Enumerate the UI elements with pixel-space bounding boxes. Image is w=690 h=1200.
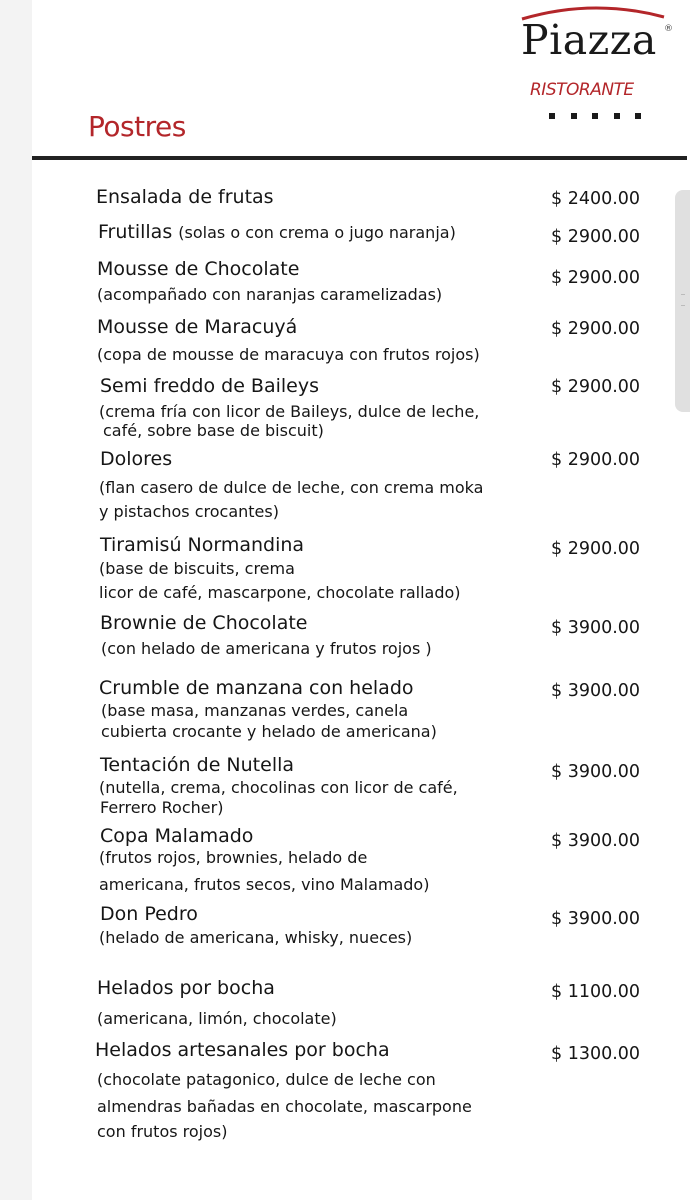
item-name: Ensalada de frutas — [96, 186, 274, 208]
item-price: $ 3900.00 — [551, 831, 641, 851]
item-name: Mousse de Chocolate — [97, 258, 300, 280]
item-description: (copa de mousse de maracuya con frutos rojos) — [97, 345, 480, 364]
item-description: con frutos rojos) — [97, 1122, 228, 1141]
item-price: $ 3900.00 — [551, 909, 641, 929]
item-name: Helados por bocha — [97, 977, 275, 999]
item-name: Brownie de Chocolate — [100, 612, 308, 634]
item-price: $ 2900.00 — [551, 319, 641, 339]
item-price: $ 3900.00 — [551, 681, 641, 701]
scroll-handle[interactable] — [675, 190, 690, 412]
item-name: Dolores — [100, 448, 173, 470]
item-price: $ 2400.00 — [551, 189, 641, 209]
item-price: $ 3900.00 — [551, 618, 641, 638]
item-description: (crema fría con licor de Baileys, dulce de leche, — [99, 402, 480, 421]
item-description: cubierta crocante y helado de americana) — [101, 722, 437, 741]
item-name: Crumble de manzana con helado — [99, 677, 414, 699]
item-description: americana, frutos secos, vino Malamado) — [99, 875, 430, 894]
item-name: Helados artesanales por bocha — [95, 1039, 390, 1061]
item-name: Copa Malamado — [100, 825, 254, 847]
brand-subtitle: RISTORANTE — [530, 80, 634, 100]
item-name: Don Pedro — [100, 903, 198, 925]
item-price: $ 2900.00 — [551, 450, 641, 470]
brand-logo — [488, 0, 688, 130]
section-title: Postres — [88, 110, 186, 143]
item-price: $ 2900.00 — [551, 268, 641, 288]
item-price: $ 2900.00 — [551, 539, 641, 559]
logo-dots — [549, 113, 641, 121]
item-name: Tentación de Nutella — [100, 754, 295, 776]
header-divider — [32, 156, 687, 160]
item-description: café, sobre base de biscuit) — [103, 421, 324, 440]
item-name: Mousse de Maracuyá — [97, 316, 298, 338]
item-description: (base de biscuits, crema — [99, 559, 295, 578]
item-name-line — [98, 221, 456, 243]
item-description: almendras bañadas en chocolate, mascarpone — [97, 1097, 472, 1116]
item-description: (acompañado con naranjas caramelizadas) — [97, 285, 443, 304]
item-description: (helado de americana, whisky, nueces) — [99, 928, 413, 947]
item-description: (base masa, manzanas verdes, canela — [101, 701, 409, 720]
item-note: (solas o con crema o jugo naranja) — [178, 223, 456, 242]
item-name: Semi freddo de Baileys — [100, 375, 319, 397]
item-description: licor de café, mascarpone, chocolate rallado) — [99, 583, 461, 602]
item-price: $ 1100.00 — [551, 982, 641, 1002]
item-price: $ 1300.00 — [551, 1044, 641, 1064]
item-description: (flan casero de dulce de leche, con crema moka — [99, 478, 484, 497]
item-description: (americana, limón, chocolate) — [97, 1009, 337, 1028]
item-description: Ferrero Rocher) — [100, 798, 224, 817]
grip-icon — [681, 294, 685, 306]
item-description: (chocolate patagonico, dulce de leche con — [97, 1070, 436, 1089]
item-price: $ 2900.00 — [551, 377, 641, 397]
item-name: Frutillas — [98, 221, 173, 243]
item-price: $ 2900.00 — [551, 227, 641, 247]
item-description: (con helado de americana y frutos rojos ) — [101, 639, 432, 658]
brand-name: Piazza — [521, 16, 657, 64]
registered-mark: ® — [664, 24, 673, 34]
item-price: $ 3900.00 — [551, 762, 641, 782]
menu-page — [32, 0, 690, 1200]
item-description: (nutella, crema, chocolinas con licor de café, — [99, 778, 458, 797]
item-description: y pistachos crocantes) — [99, 502, 279, 521]
item-description: (frutos rojos, brownies, helado de — [99, 848, 368, 867]
item-name: Tiramisú Normandina — [100, 534, 305, 556]
